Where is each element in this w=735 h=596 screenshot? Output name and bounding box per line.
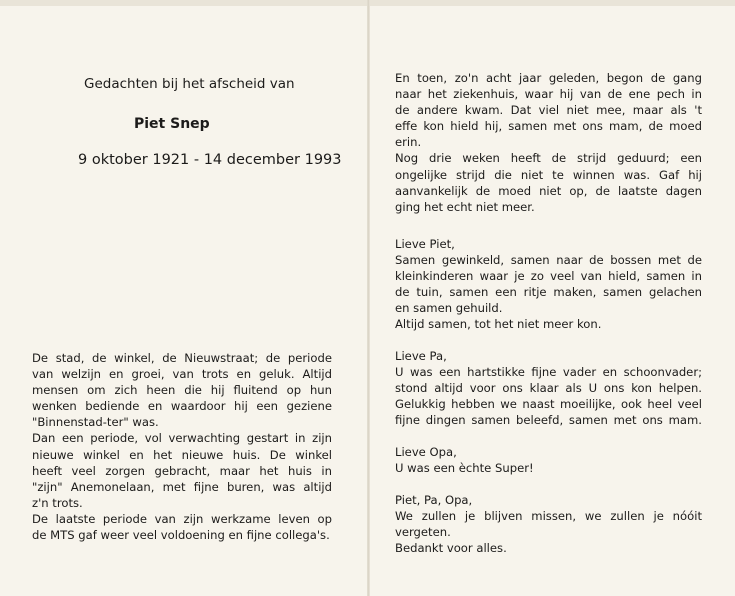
text-line: Lieve Pa,	[395, 349, 447, 363]
text-line: We zullen je blijven missen, we zullen je nóóit	[395, 509, 702, 524]
text-line: en samen gehuild.	[395, 301, 503, 316]
text-line: "zijn" Anemonelaan, met fijne buren, was altijd	[32, 479, 332, 494]
lieve-opa-paragraph	[395, 444, 702, 476]
text-line: U was een hartstikke fijne vader en schoonvader;	[395, 365, 702, 380]
text-line: En toen, zo'n acht jaar geleden, begon de gang	[395, 71, 702, 85]
text-line: wenken bediende en waardoor hij een geziene	[32, 399, 332, 414]
left-page	[0, 0, 367, 596]
text-line: ongelijke strijd die niet te winnen was. Gaf hij	[395, 167, 702, 182]
text-line: Bedankt voor alles.	[395, 541, 507, 556]
right-page	[370, 0, 735, 596]
life-dates: 9 oktober 1921 - 14 december 1993	[78, 152, 342, 168]
text-line: aanvankelijk de moed niet op, de laatste dagen	[395, 183, 702, 198]
closing-paragraph	[395, 492, 702, 556]
text-line: heeft veel zorgen gebracht, maar het huis in	[32, 463, 332, 478]
text-line: Samen gewinkeld, samen naar de bossen met de	[395, 253, 702, 268]
illness-paragraph	[395, 70, 702, 215]
text-line: Piet, Pa, Opa,	[395, 493, 473, 507]
text-line: Gelukkig hebben we naast moeilijke, ook heel veel	[395, 397, 702, 412]
text-line: De laatste periode van zijn werkzame leven op	[32, 511, 332, 526]
text-line: Dan een periode, vol verwachting gestart in zijn	[32, 431, 332, 446]
text-line: Nog drie weken heeft de strijd geduurd; een	[395, 151, 702, 166]
text-line: Altijd samen, tot het niet meer kon.	[395, 317, 602, 332]
text-line: kleinkinderen waar je zo veel van hield, samen in	[395, 269, 702, 284]
text-line: Lieve Opa,	[395, 445, 457, 459]
text-line: effe kon hield hij, samen met ons mam, de moed erin.	[395, 119, 702, 150]
text-line: naar het ziekenhuis, waar hij van de ene pech in	[395, 87, 702, 102]
text-line: Lieve Piet,	[395, 237, 455, 251]
text-line: vergeten.	[395, 525, 451, 540]
text-line: ging het echt niet meer.	[395, 199, 535, 214]
text-line: nieuwe winkel en het nieuwe huis. De winkel	[32, 447, 332, 462]
text-line: van welzijn en groei, van trots en geluk. Altijd	[32, 367, 332, 382]
text-line: U was een èchte Super!	[395, 461, 534, 476]
text-line: de tuin, samen een ritje maken, samen gelachen	[395, 285, 702, 300]
text-line: mensen om zich heen die hij fluitend op hun	[32, 383, 332, 398]
text-line: fijne dingen samen beleefd, samen met ons mam.	[395, 413, 702, 428]
text-line: z'n trots.	[32, 495, 83, 510]
life-story-paragraph	[32, 350, 332, 543]
text-line: "Binnenstad-ter" was.	[32, 415, 159, 430]
text-line: stond altijd voor ons klaar als U ons kon helpen.	[395, 381, 702, 396]
text-line: de andere kwam. Dat viel niet mee, maar als 't	[395, 103, 702, 118]
text-line: de MTS gaf weer veel voldoening en fijne collega's.	[32, 528, 330, 543]
card-heading: Gedachten bij het afscheid van	[84, 76, 295, 92]
deceased-name: Piet Snep	[134, 116, 210, 132]
lieve-pa-paragraph	[395, 348, 702, 428]
text-line: De stad, de winkel, de Nieuwstraat; de periode	[32, 351, 332, 365]
lieve-piet-paragraph	[395, 236, 702, 333]
